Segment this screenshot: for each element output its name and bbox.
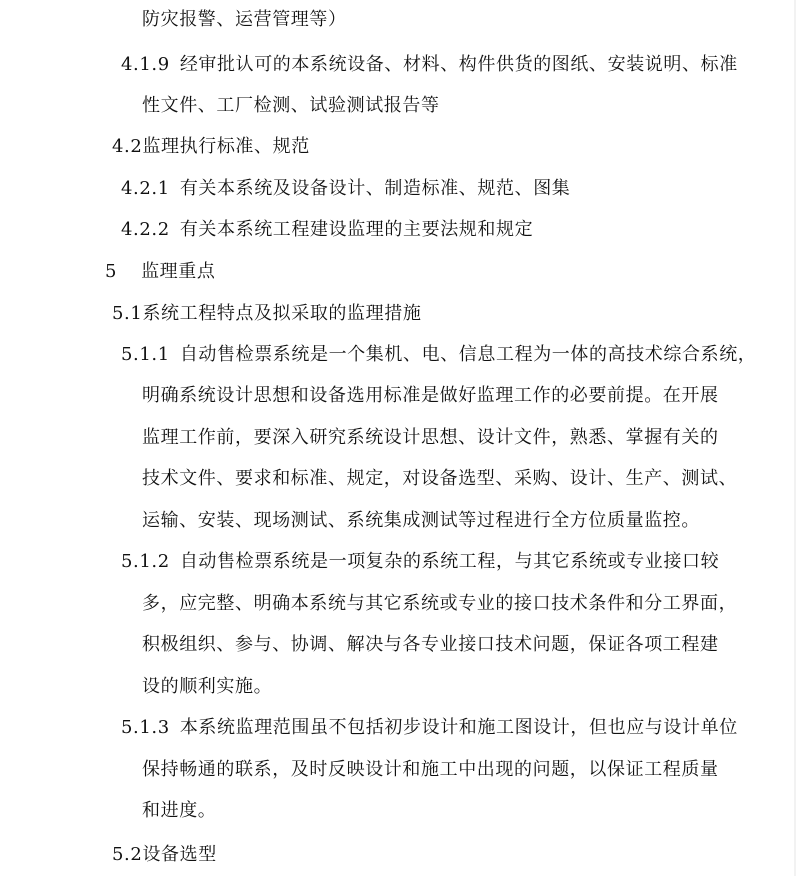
item-5-1-1-line-4: 技术文件、要求和标准、规定，对设备选型、采购、设计、生产、测试、 <box>142 468 738 489</box>
item-5-1-1-line-5: 运输、安装、现场测试、系统集成测试等过程进行全方位质量监控。 <box>142 510 700 531</box>
item-text: 有关本系统工程建设监理的主要法规和规定 <box>179 219 534 240</box>
continuation-line: 防灾报警、运营管理等） <box>142 9 347 30</box>
section-4-2-heading <box>112 135 310 159</box>
item-number: 5.1.3 <box>121 717 170 738</box>
section-title: 系统工程特点及拟采取的监理措施 <box>142 303 422 324</box>
section-title: 监理执行标准、规范 <box>142 136 310 157</box>
section-5-heading <box>105 260 215 284</box>
section-number: 5.1 <box>112 303 143 324</box>
item-5-1-2-line-2: 多，应完整、明确本系统与其它系统或专业的接口技术条件和分工界面， <box>142 593 738 614</box>
item-5-1-2-line-4: 设的顺利实施。 <box>142 676 273 697</box>
section-5-1-heading <box>112 302 421 326</box>
item-5-1-1-line-2: 明确系统设计思想和设备选用标准是做好监理工作的必要前提。在开展 <box>142 385 719 406</box>
item-5-1-1-line-1 <box>121 343 756 367</box>
item-text: 自动售检票系统是一个集机、电、信息工程为一体的高技术综合系统， <box>179 344 757 365</box>
section-title: 监理重点 <box>141 261 216 282</box>
item-number: 4.2.2 <box>121 219 170 240</box>
item-4-2-2 <box>121 218 533 242</box>
item-text: 本系统监理范围虽不包括初步设计和施工图设计，但也应与设计单位 <box>179 717 738 738</box>
item-5-1-2-line-1 <box>121 550 719 574</box>
item-5-1-3-line-3: 和进度。 <box>142 800 217 821</box>
item-text: 自动售检票系统是一项复杂的系统工程，与其它系统或专业接口较 <box>179 551 720 572</box>
item-text: 有关本系统及设备设计、制造标准、规范、图集 <box>179 178 571 199</box>
item-5-1-2-line-3: 积极组织、参与、协调、解决与各专业接口技术问题，保证各项工程建 <box>142 634 719 655</box>
section-number: 5 <box>105 261 118 282</box>
item-4-2-1 <box>121 177 570 201</box>
item-text: 经审批认可的本系统设备、材料、构件供货的图纸、安装说明、标准 <box>179 54 738 75</box>
item-4-1-9-line-1 <box>121 53 738 77</box>
section-title: 设备选型 <box>142 844 217 865</box>
item-number: 4.2.1 <box>121 178 170 199</box>
item-5-1-1-line-3: 监理工作前，要深入研究系统设计思想、设计文件，熟悉、掌握有关的 <box>142 427 719 448</box>
item-number: 5.1.1 <box>121 344 170 365</box>
section-5-2-heading <box>112 843 217 867</box>
item-number: 4.1.9 <box>121 54 170 75</box>
section-number: 5.2 <box>112 844 143 865</box>
item-number: 5.1.2 <box>121 551 170 572</box>
item-4-1-9-line-2: 性文件、工厂检测、试验测试报告等 <box>142 95 440 116</box>
item-5-1-3-line-2: 保持畅通的联系，及时反映设计和施工中出现的问题，以保证工程质量 <box>142 759 719 780</box>
item-5-1-3-line-1 <box>121 716 738 740</box>
section-number: 4.2 <box>112 136 143 157</box>
